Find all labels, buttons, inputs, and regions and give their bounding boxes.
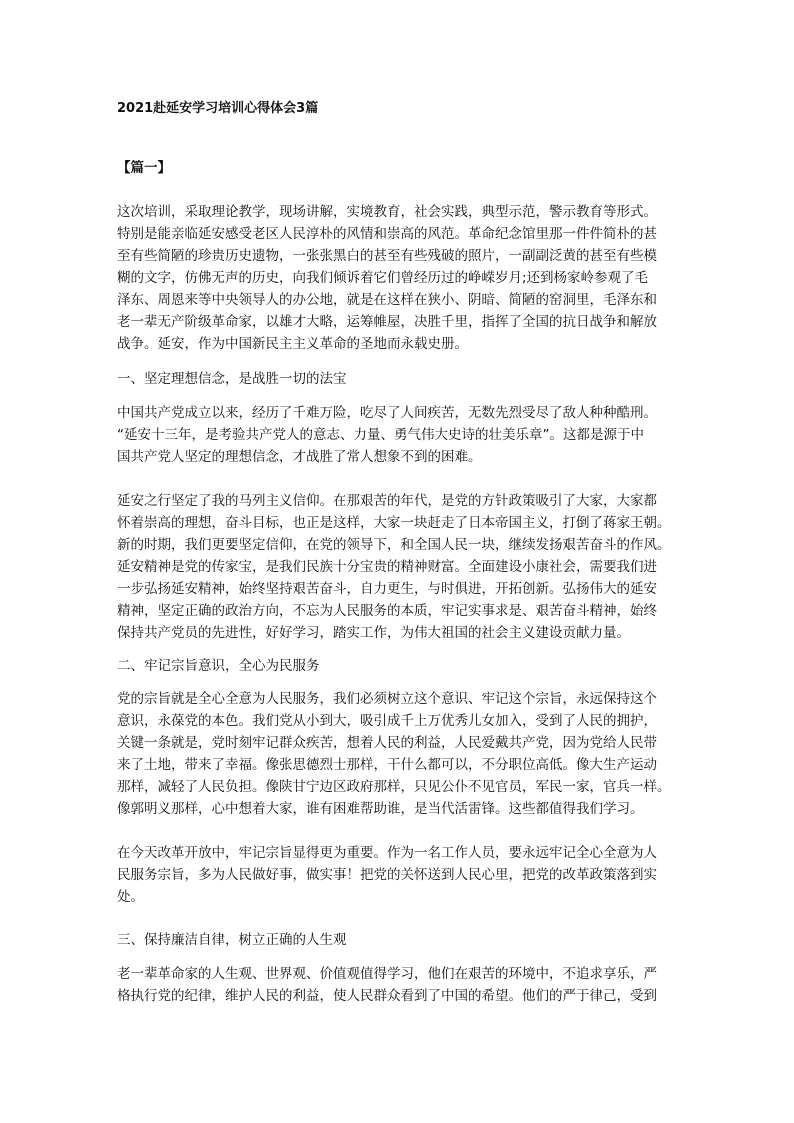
paragraph-line: 精神，坚定正确的政治方向，不忘为人民服务的本质，牢记实事求是、艰苦奋斗精神，始终 [117, 603, 657, 619]
paragraph-line: 来了土地，带来了幸福。像张思德烈士那样，干什么都可以，不分职位高低。像大生产运动 [117, 757, 657, 773]
paragraph-line: 意识，永葆党的本色。我们党从小到大，吸引成千上万优秀儿女加入，受到了人民的拥护， [117, 713, 657, 729]
paragraph-line: 特别是能亲临延安感受老区人民淳朴的风情和崇高的风范。革命纪念馆里那一件件简朴的甚 [117, 226, 657, 242]
paragraph-line: 怀着崇高的理想，奋斗目标，也正是这样，大家一块赶走了日本帝国主义，打倒了蒋家王朝。 [117, 515, 671, 531]
paragraph-line: 国共产党人坚定的理想信念，才战胜了常人想象不到的困难。 [117, 449, 482, 465]
section-heading: 三、保持廉洁自律，树立正确的人生观 [117, 932, 347, 948]
paragraph-line: 这次培训，采取理论教学，现场讲解，实境教育，社会实践，典型示范，警示教育等形式。 [117, 204, 657, 220]
body-paragraph [117, 201, 679, 355]
section-label: 【篇一】 [117, 160, 171, 176]
paragraph-line: 保持共产党员的先进性，好好学习，踏实工作，为伟大祖国的社会主义建设贡献力量。 [117, 625, 630, 641]
paragraph-line: 泽东、周恩来等中央领导人的办公地，就是在这样在狭小、阴暗、简陋的窑洞里，毛泽东和 [117, 292, 657, 308]
body-paragraph [117, 402, 679, 468]
paragraph-line: 一步弘扬延安精神，始终坚持艰苦奋斗，自力更生，与时俱进，开拓创新。弘扬伟大的延安 [117, 581, 657, 597]
paragraph-line: 老一辈革命家的人生观、世界观、价值观值得学习，他们在艰苦的环境中，不追求享乐，严 [117, 966, 657, 982]
paragraph-line: 中国共产党成立以来，经历了千难万险，吃尽了人间疾苦，无数先烈受尽了敌人种种酷刑。 [117, 405, 657, 421]
paragraph-line: 处。 [117, 889, 144, 905]
document-title: 2021赴延安学习培训心得体会3篇 [117, 101, 319, 116]
paragraph-line: 至有些简陋的珍贵历史遗物，一张张黑白的甚至有些残破的照片，一副副泛黄的甚至有些模 [117, 248, 657, 264]
section-heading: 一、坚定理想信念，是战胜一切的法宝 [117, 371, 347, 387]
paragraph-line: 在今天改革开放中，牢记宗旨显得更为重要。作为一名工作人员，要永远牢记全心全意为人 [117, 845, 657, 861]
paragraph-line: 老一辈无产阶级革命家，以雄才大略，运筹帷屋，决胜千里，指挥了全国的抗日战争和解放 [117, 314, 657, 330]
paragraph-line: 战争。延安，作为中国新民主主义革命的圣地而永载史册。 [117, 336, 468, 352]
paragraph-line: 糊的文字，仿佛无声的历史，向我们倾诉着它们曾经历过的峥嵘岁月;还到杨家岭参观了毛 [117, 270, 649, 286]
paragraph-line: 格执行党的纪律，维护人民的利益，使人民群众看到了中国的希望。他们的严于律己，受到 [117, 988, 657, 1004]
paragraph-line: 像郭明义那样，心中想着大家，谁有困难帮助谁，是当代活雷锋。这些都值得我们学习。 [117, 801, 644, 817]
paragraph-line: 延安精神是党的传家宝，是我们民族十分宝贵的精神财富。全面建设小康社会，需要我们进 [117, 559, 657, 575]
section-heading: 二、牢记宗旨意识，全心为民服务 [117, 658, 320, 674]
paragraph-line: 党的宗旨就是全心全意为人民服务，我们必须树立这个意识、牢记这个宗旨，永远保持这个 [117, 691, 657, 707]
paragraph-line: “延安十三年，是考验共产党人的意志、力量、勇气伟大史诗的壮美乐章”。这都是源于中 [117, 427, 644, 443]
body-paragraph [117, 963, 679, 1007]
body-paragraph [117, 688, 679, 820]
body-paragraph [117, 842, 679, 908]
paragraph-line: 民服务宗旨，多为人民做好事，做实事！把党的关怀送到人民心里，把党的改革政策落到实 [117, 867, 657, 883]
body-paragraph [117, 490, 679, 644]
paragraph-line: 那样，减轻了人民负担。像陕甘宁边区政府那样，只见公仆不见官员，军民一家，官兵一样。 [117, 779, 671, 795]
paragraph-line: 关键一条就是，党时刻牢记群众疾苦，想着人民的利益，人民爱戴共产党，因为党给人民带 [117, 735, 657, 751]
paragraph-line: 延安之行坚定了我的马列主义信仰。在那艰苦的年代，是党的方针政策吸引了大家，大家都 [117, 493, 657, 509]
paragraph-line: 新的时期，我们更要坚定信仰，在党的领导下，和全国人民一块，继续发扬艰苦奋斗的作风。 [117, 537, 671, 553]
